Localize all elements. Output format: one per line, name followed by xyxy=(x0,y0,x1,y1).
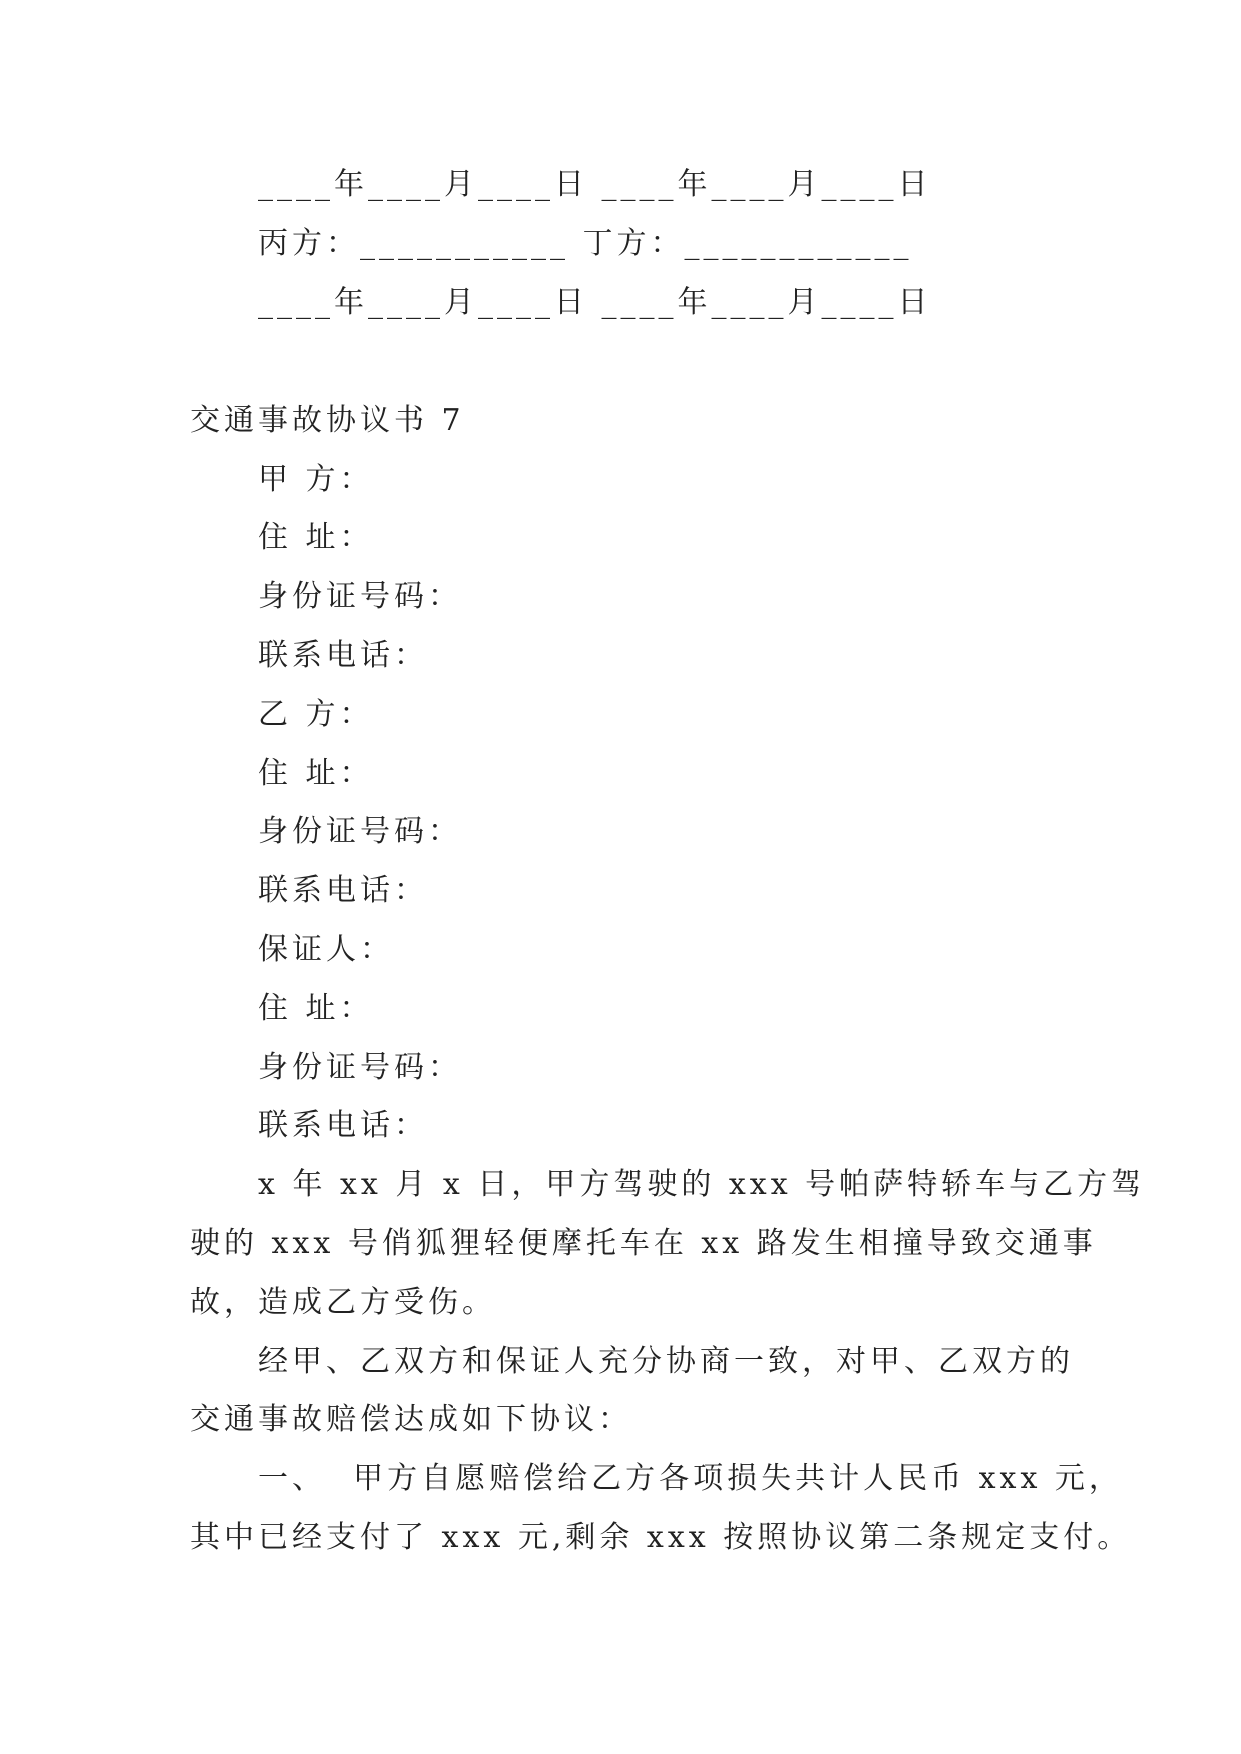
field-id-guarantor: 身份证号码： xyxy=(258,1050,462,1085)
paragraph-2-line-1: 经甲、乙双方和保证人充分协商一致，对甲、乙双方的 xyxy=(258,1344,1074,1379)
agreement-title: 交通事故协议书 7 xyxy=(190,403,465,438)
field-phone-a: 联系电话： xyxy=(258,638,428,673)
field-phone-b: 联系电话： xyxy=(258,873,428,908)
paragraph-2-line-2: 交通事故赔偿达成如下协议： xyxy=(190,1402,632,1437)
field-id-b: 身份证号码： xyxy=(258,814,462,849)
field-phone-guarantor: 联系电话： xyxy=(258,1108,428,1143)
date-line-1: ____年____月____日 ____年____月____日 xyxy=(258,167,932,202)
paragraph-3-line-1: 一、 甲方自愿赔偿给乙方各项损失共计人民币 xxx 元， xyxy=(258,1461,1123,1496)
paragraph-1-line-1: x 年 xx 月 x 日，甲方驾驶的 xxx 号帕萨特轿车与乙方驾 xyxy=(258,1167,1146,1202)
field-party-a: 甲 方： xyxy=(258,462,374,497)
date-line-2: ____年____月____日 ____年____月____日 xyxy=(258,285,932,320)
paragraph-3-line-2: 其中已经支付了 xxx 元,剩余 xxx 按照协议第二条规定支付。 xyxy=(190,1520,1132,1555)
field-address-a: 住 址： xyxy=(258,520,374,555)
field-guarantor: 保证人： xyxy=(258,932,394,967)
paragraph-1-line-3: 故，造成乙方受伤。 xyxy=(190,1285,496,1320)
parties-cd-line: 丙方：___________ 丁方：____________ xyxy=(258,226,913,261)
field-id-a: 身份证号码： xyxy=(258,579,462,614)
field-address-guarantor: 住 址： xyxy=(258,991,374,1026)
paragraph-1-line-2: 驶的 xxx 号俏狐狸轻便摩托车在 xx 路发生相撞导致交通事 xyxy=(190,1226,1097,1261)
field-address-b: 住 址： xyxy=(258,756,374,791)
field-party-b: 乙 方： xyxy=(258,697,374,732)
